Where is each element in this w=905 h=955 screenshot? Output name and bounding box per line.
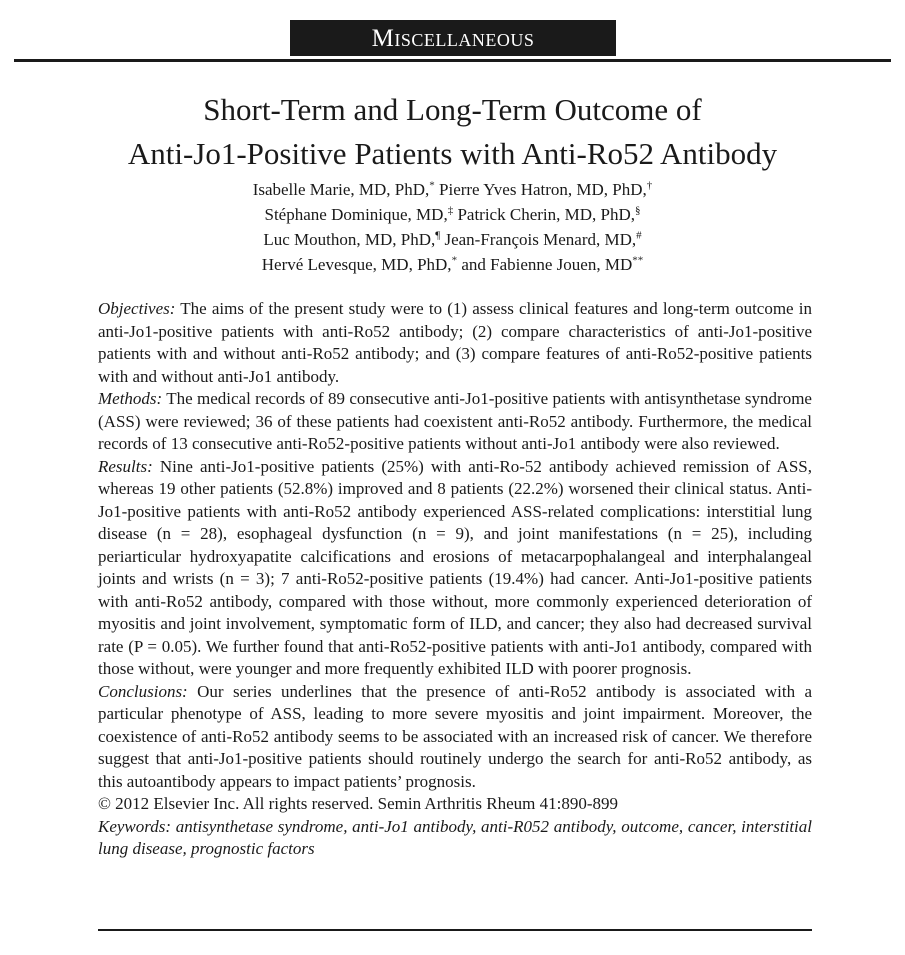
objectives-text: The aims of the present study were to (1) assess clinical features and long-term outcome in anti-Jo1-positive patients with anti-Ro52 antibody; (2) compare characteristics of anti-Jo1-positive patients with and without anti-Ro52 antibody; and (3) compare features of anti-Ro52-positive patients with and without anti-Jo1 antibody. (98, 299, 812, 386)
author: and Fabienne Jouen, MD** (461, 254, 644, 274)
author: Isabelle Marie, MD, PhD,* (252, 179, 435, 199)
results-label: Results: (98, 456, 153, 476)
section-header (0, 0, 905, 62)
author: Hervé Levesque, MD, PhD,* (261, 254, 458, 274)
keywords-text: antisynthetase syndrome, anti-Jo1 antibody, anti-R052 antibody, outcome, cancer, interstitial lung disease, prognostic factors (98, 816, 813, 858)
objectives-label: Objectives: (98, 299, 176, 318)
abstract-results (98, 456, 812, 681)
author-list (140, 177, 765, 277)
author: Stéphane Dominique, MD,‡ (264, 204, 454, 224)
article-title (40, 88, 865, 176)
author: Patrick Cherin, MD, PhD,§ (457, 204, 641, 224)
conclusions-text: Our series underlines that the presence of anti-Ro52 antibody is associated with a particular phenotype of ASS, leading to more severe myositis and joint impairment. Moreover, the coexistence of anti-Ro52 antibody seems to be associated with an increased risk of cancer. We therefore suggest that anti-Jo1-positive patients should routinely undergo the search for anti-Ro52 antibody, as this autoantibody appears to impact patients’ prognosis. (98, 681, 813, 791)
author: Pierre Yves Hatron, MD, PhD,† (439, 179, 653, 199)
abstract-keywords (98, 816, 812, 861)
title-line-1: Short-Term and Long-Term Outcome of (203, 92, 702, 127)
author: Jean-François Menard, MD,# (444, 229, 642, 249)
methods-label: Methods: (98, 389, 163, 408)
header-rule (14, 59, 891, 62)
title-line-2: Anti-Jo1-Positive Patients with Anti-Ro52 Antibody (127, 136, 778, 171)
abstract-objectives (98, 298, 812, 388)
copyright-line: © 2012 Elsevier Inc. All rights reserved. Semin Arthritis Rheum 41:890-899 (98, 794, 619, 813)
results-text: Nine anti-Jo1-positive patients (25%) with anti-Ro-52 antibody achieved remission of ASS, whereas 19 other patients (52.8%) improved and 8 patients (22.2%) worsened their clinical status. Anti-Jo1-positive patients with anti-Ro52 antibody experienced ASS-related complications: interstitial lung disease (n = 28), esophageal dysfunction (n = 9), and joint manifestations (n = 25), including periarticular hydroxyapatite calcifications and erosions of metacarpophalangeal and interphalangeal joints and wrists (n = 3); 7 anti-Ro52-positive patients (19.4%) had cancer. Anti-Jo1-positive patients with anti-Ro52 antibody, compared with those without, more commonly experienced deterioration of myositis and joint involvement, symptomatic form of ILD, and cancer; they also had decreased survival rate (P = 0.05). We further found that anti-Ro52-positive patients with anti-Jo1 antibody, compared with those without, were younger and more frequently exhibited ILD with poorer prognosis. (98, 456, 812, 678)
section-label: Miscellaneous (290, 20, 616, 56)
abstract-methods (98, 388, 812, 456)
methods-text: The medical records of 89 consecutive anti-Jo1-positive patients with antisynthetase syndrome (ASS) were reviewed; 36 of these patients had coexistent anti-Ro52 antibody. Furthermore, the medical records of 13 consecutive anti-Ro52-positive patients without anti-Jo1 antibody were also reviewed. (98, 389, 812, 453)
bottom-rule (98, 929, 812, 931)
author: Luc Mouthon, MD, PhD,¶ (263, 229, 441, 249)
keywords-label: Keywords: (98, 816, 172, 836)
abstract (98, 298, 812, 861)
abstract-conclusions (98, 681, 812, 794)
conclusions-label: Conclusions: (98, 681, 188, 701)
